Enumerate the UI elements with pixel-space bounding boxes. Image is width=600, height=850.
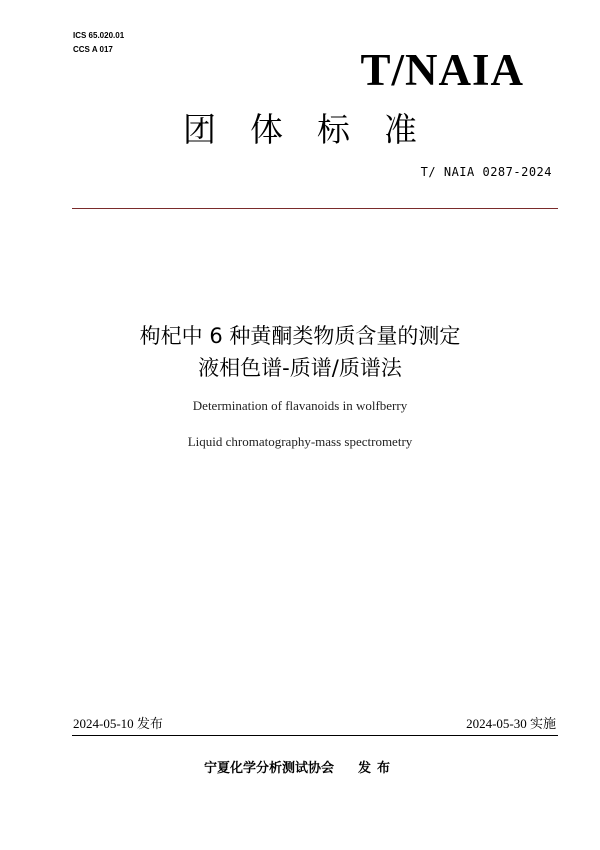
effective-date: 2024-05-30 实施 xyxy=(466,716,556,731)
organization-code: T/NAIA xyxy=(360,45,524,95)
chinese-title-line-1: 枸杞中 6 种黄酮类物质含量的测定 xyxy=(139,324,461,348)
english-title-line-2: Liquid chromatography-mass spectrometry xyxy=(187,434,413,449)
ics-code: ICS 65.020.01 xyxy=(73,31,125,40)
issue-date: 2024-05-10 发布 xyxy=(73,716,163,731)
publish-label: 发布 xyxy=(358,761,397,776)
chinese-title-line-2: 液相色谱-质谱/质谱法 xyxy=(198,356,402,380)
standard-type-title: 团体标准 xyxy=(183,110,451,149)
header-divider xyxy=(72,208,558,209)
publisher-name: 宁夏化学分析测试协会 xyxy=(203,761,334,776)
publisher-line xyxy=(0,760,600,778)
ccs-code: CCS A 017 xyxy=(73,45,113,54)
footer-divider xyxy=(72,735,558,736)
standard-number: T/ NAIA 0287-2024 xyxy=(420,165,552,179)
english-title-line-1: Determination of flavanoids in wolfberry xyxy=(192,398,408,413)
